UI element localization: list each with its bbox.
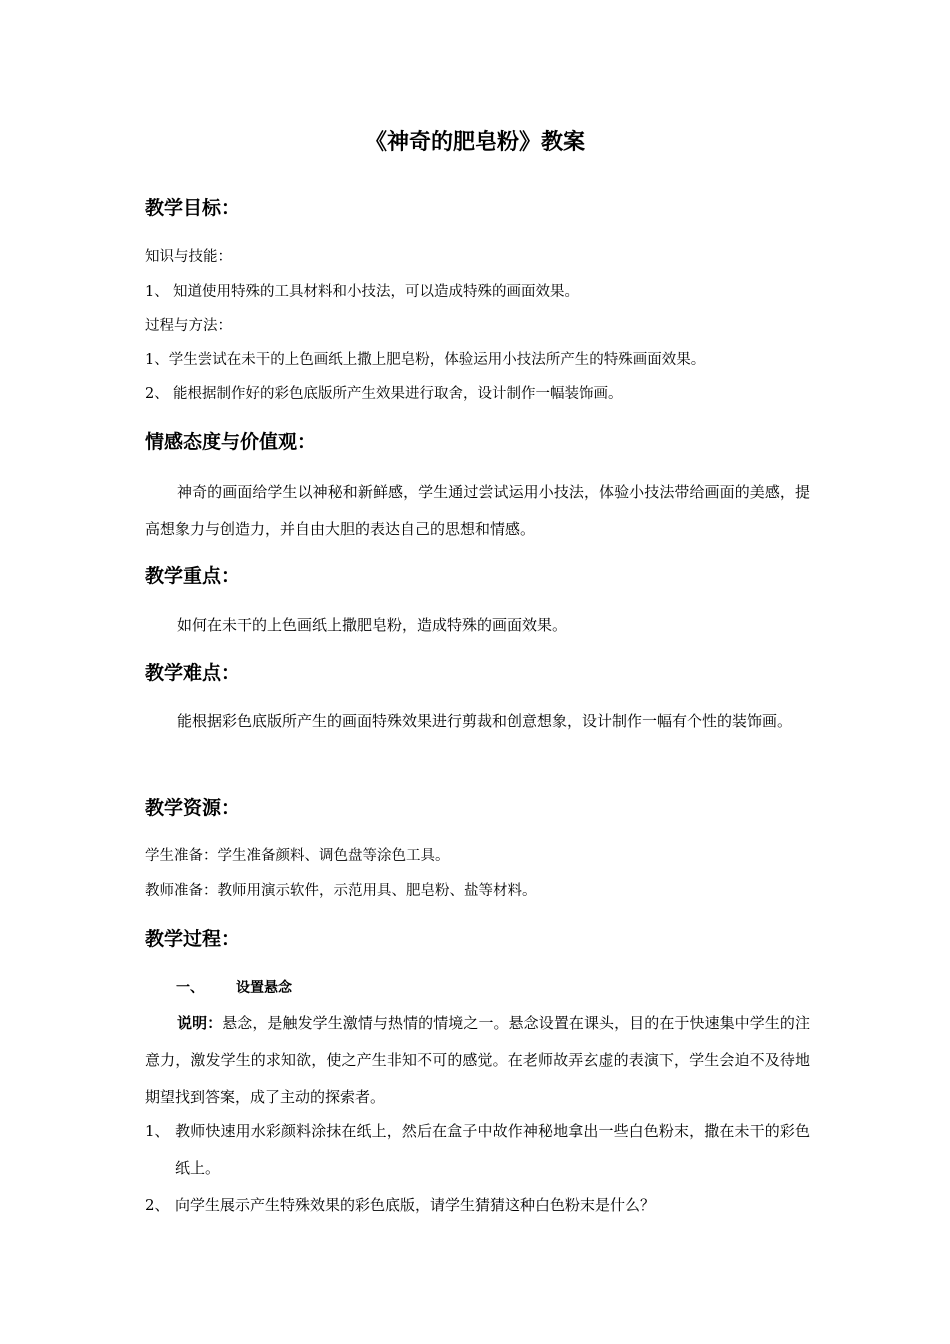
key-points-paragraph: 如何在未干的上色画纸上撒肥皂粉，造成特殊的画面效果。 bbox=[177, 616, 568, 634]
item-number: 1、 bbox=[145, 352, 169, 368]
knowledge-item bbox=[145, 282, 579, 302]
step-number: 一、 bbox=[176, 980, 204, 996]
heading-key-points: 教学重点： bbox=[145, 565, 241, 587]
emotion-paragraph: 神奇的画面给学生以神秘和新鲜感，学生通过尝试运用小技法，体验小技法带给画面的美感，提高想象力与创造力，并自由大胆的表达自己的思想和情感。 bbox=[145, 483, 810, 538]
heading-procedure: 教学过程： bbox=[145, 928, 241, 950]
item-text: 教师快速用水彩颜料涂抹在纸上，然后在盒子中故作神秘地拿出一些白色粉末，撒在未干的彩色纸上。 bbox=[175, 1122, 810, 1177]
item-text: 能根据制作好的彩色底版所产生效果进行取舍，设计制作一幅装饰画。 bbox=[173, 386, 623, 402]
note-text: 悬念，是触发学生激情与热情的情境之一。悬念设置在课头，目的在于快速集中学生的注意力，激发学生的求知欲，使之产生非知不可的感觉。在老师故弄玄虚的表演下，学生会迫不及待地期望找到答案，成了主动的探索者。 bbox=[145, 1014, 810, 1106]
item-number: 2、 bbox=[145, 1196, 170, 1214]
item-number: 1、 bbox=[145, 1122, 170, 1140]
item-number: 2、 bbox=[145, 386, 169, 402]
procedure-item bbox=[145, 1187, 810, 1224]
resources-students: 学生准备：学生准备颜料、调色盘等涂色工具。 bbox=[145, 848, 450, 864]
process-label: 过程与方法： bbox=[145, 318, 232, 334]
heading-objectives: 教学目标： bbox=[145, 197, 241, 219]
step-title: 设置悬念 bbox=[236, 980, 292, 996]
process-item bbox=[145, 384, 623, 404]
item-text: 知道使用特殊的工具材料和小技法，可以造成特殊的画面效果。 bbox=[173, 284, 579, 300]
step-heading bbox=[176, 978, 292, 998]
knowledge-label: 知识与技能： bbox=[145, 249, 232, 265]
heading-emotion: 情感态度与价值观： bbox=[145, 431, 317, 453]
difficulties-paragraph: 能根据彩色底版所产生的画面特殊效果进行剪裁和创意想象，设计制作一幅有个性的装饰画。 bbox=[177, 712, 793, 730]
item-text: 向学生展示产生特殊效果的彩色底版，请学生猜猜这种白色粉末是什么？ bbox=[175, 1196, 656, 1214]
procedure-item bbox=[145, 1113, 810, 1187]
heading-resources: 教学资源： bbox=[145, 797, 241, 819]
item-number: 1、 bbox=[145, 284, 169, 300]
procedure-note bbox=[145, 1005, 810, 1116]
process-item bbox=[145, 350, 705, 370]
note-label: 说明： bbox=[177, 1014, 223, 1032]
heading-difficulties: 教学难点： bbox=[145, 662, 241, 684]
resources-teacher: 教师准备：教师用演示软件，示范用具、肥皂粉、盐等材料。 bbox=[145, 883, 537, 899]
document-title: 《神奇的肥皂粉》教案 bbox=[364, 130, 585, 155]
item-text: 学生尝试在未干的上色画纸上撒上肥皂粉，体验运用小技法所产生的特殊画面效果。 bbox=[168, 352, 706, 368]
